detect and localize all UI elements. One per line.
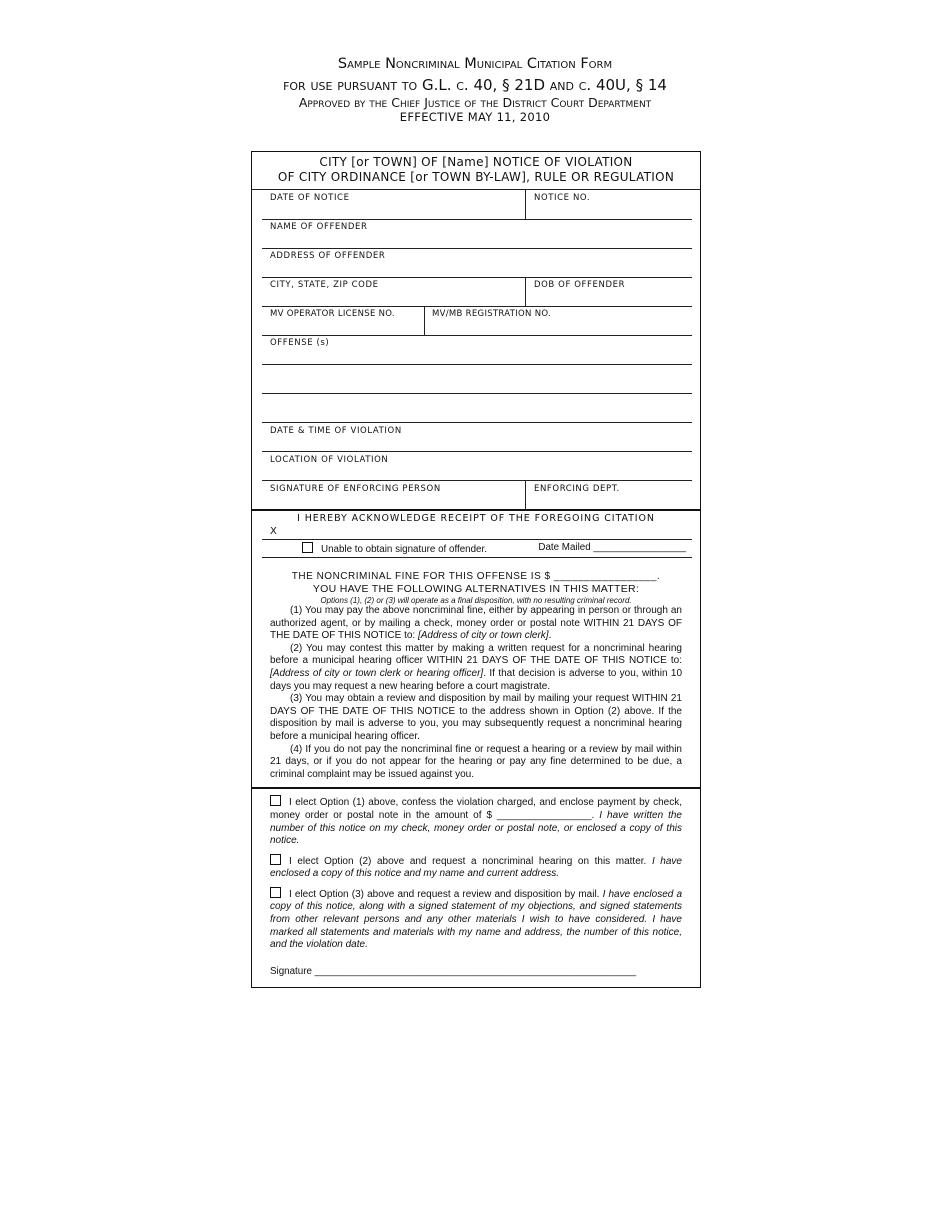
signature-field[interactable]: Signature ___________________________________________________________ xyxy=(270,965,637,977)
enforcing-dept-field[interactable]: ENFORCING DEPT. xyxy=(534,484,620,494)
date-of-notice-field[interactable]: DATE OF NOTICE xyxy=(270,193,350,203)
notice-header-2: OF CITY ORDINANCE [or TOWN BY-LAW], RULE OR REGULATION xyxy=(277,170,675,184)
alternatives-heading: YOU HAVE THE FOLLOWING ALTERNATIVES IN THIS MATTER: xyxy=(312,583,640,595)
elect-option-2: I elect Option (2) above and request a noncriminal hearing on this matter. I have enclosed a copy of this notice and my name and current address. xyxy=(270,855,682,880)
fine-amount-line: THE NONCRIMINAL FINE FOR THIS OFFENSE IS $ _________________. xyxy=(291,571,661,582)
signature-x-field[interactable]: X xyxy=(270,526,277,537)
offense-field[interactable]: OFFENSE (s) xyxy=(270,338,330,348)
effective-date: EFFECTIVE MAY 11, 2010 xyxy=(399,110,551,124)
elect-option-3-checkbox[interactable] xyxy=(270,887,281,898)
option-2-text: (2) You may contest this matter by making a written request for a noncriminal hearing before a municipal hearing officer WITHIN 21 DAYS OF THE DATE OF THIS NOTICE to: [Address of city or town clerk or hearing officer]. If that decision is adverse to you, within 10 days you may request a new hearing before a court magistrate. xyxy=(270,642,683,692)
unable-signature-checkbox[interactable]: Unable to obtain signature of offender. xyxy=(302,542,487,555)
address-of-offender-field[interactable]: ADDRESS OF OFFENDER xyxy=(270,251,386,261)
option-3-text: (3) You may obtain a review and disposition by mail by mailing your request WITHIN 21 DAYS OF THE DATE OF THIS NOTICE to the address shown in Option (2) above. If the disposition by mail is adverse to you, you may subsequently request a noncriminal hearing before a municipal hearing officer. xyxy=(270,693,682,742)
license-field[interactable]: MV OPERATOR LICENSE NO. xyxy=(270,309,395,319)
options-note: Options (1), (2) or (3) will operate as a final disposition, with no resulting criminal record. xyxy=(320,596,632,605)
form-title: Sample Noncriminal Municipal Citation Form xyxy=(337,56,613,72)
registration-field[interactable]: MV/MB REGISTRATION NO. xyxy=(432,309,552,319)
elect-option-3: I elect Option (3) above and request a review and disposition by mail. I have enclosed a copy of this notice, along with a signed statement of my objections, and signed statements from other relevant persons and any other materials I wish to have considered. I have marked all statements and materials with my name and address, the number of this notice, and the violation date. xyxy=(270,888,683,951)
location-field[interactable]: LOCATION OF VIOLATION xyxy=(270,455,389,465)
notice-of-violation-box xyxy=(251,151,701,988)
acknowledge-text: I HEREBY ACKNOWLEDGE RECEIPT OF THE FOREGOING CITATION xyxy=(297,513,655,524)
name-of-offender-field[interactable]: NAME OF OFFENDER xyxy=(270,222,368,232)
city-state-zip-field[interactable]: CITY, STATE, ZIP CODE xyxy=(270,280,379,290)
option-1-text: (1) You may pay the above noncriminal fine, either by appearing in person or through an authorized agent, or by mailing a check, money order or postal note WITHIN 21 DAYS OF THE DATE OF THIS NOTICE to: [Address of city or town clerk]. xyxy=(270,605,682,642)
option-4-text: (4) If you do not pay the noncriminal fine or request a hearing or a review by mail within 21 days, or if you do not appear for the hearing or pay any fine determined to be due, a criminal complaint may be issued against you. xyxy=(270,743,682,780)
notice-header-1: CITY [or TOWN] OF [Name] NOTICE OF VIOLATION xyxy=(319,155,633,169)
approval-line: Approved by the Chief Justice of the District Court Department xyxy=(298,95,652,110)
elect-option-1: I elect Option (1) above, confess the violation charged, and enclose payment by check, money order or postal note in the amount of $ _________________. I have written the number of this notice on my check, money order or postal note, or enclosed a copy of this notice. xyxy=(270,797,682,847)
elect-option-1-checkbox[interactable] xyxy=(270,795,281,806)
form-subtitle: for use pursuant to G.L. c. 40, § 21D and c. 40U, § 14 xyxy=(283,76,667,94)
enforcing-signature-field[interactable]: SIGNATURE OF ENFORCING PERSON xyxy=(270,484,441,494)
notice-no-field[interactable]: NOTICE NO. xyxy=(534,193,591,203)
dob-field[interactable]: DOB OF OFFENDER xyxy=(534,280,626,290)
date-mailed-field[interactable]: Date Mailed _________________ xyxy=(538,542,686,553)
checkbox-icon[interactable] xyxy=(302,542,313,553)
unable-signature-row xyxy=(302,542,686,555)
date-time-violation-field[interactable]: DATE & TIME OF VIOLATION xyxy=(270,426,402,436)
elect-option-2-checkbox[interactable] xyxy=(270,854,281,865)
